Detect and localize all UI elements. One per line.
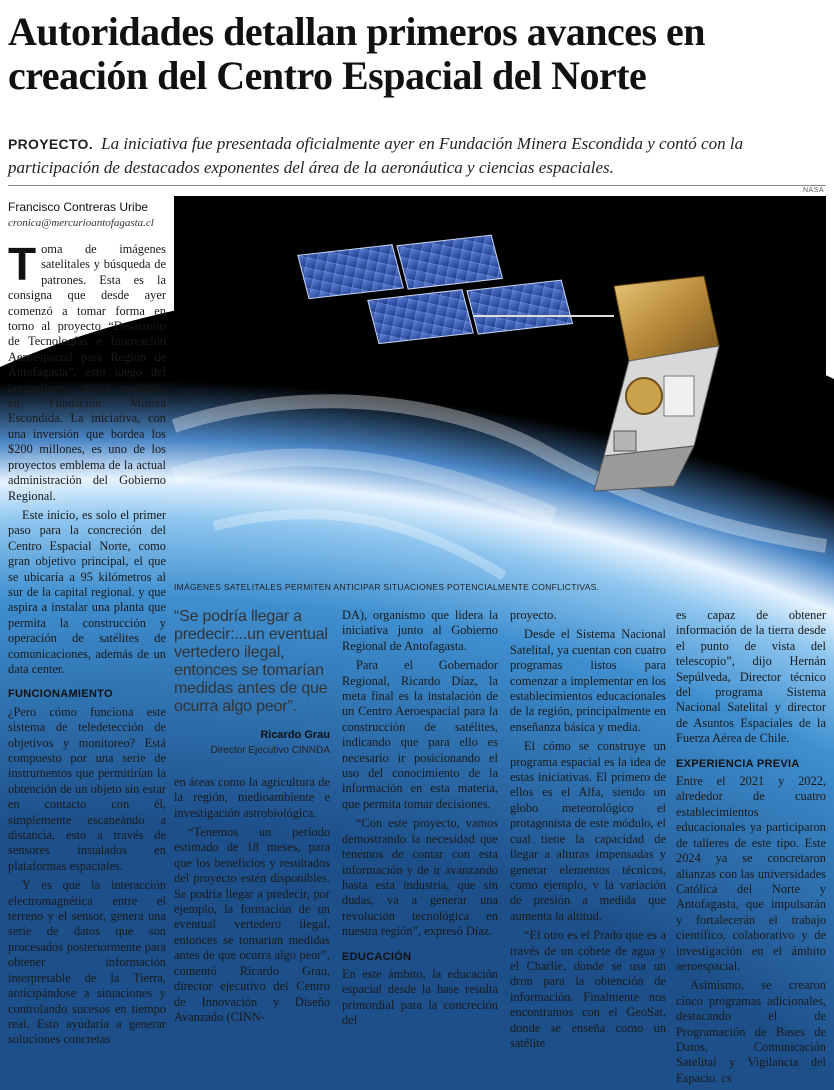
article-column-2 <box>174 608 330 1029</box>
satellite-photo <box>174 196 826 576</box>
byline-email: cronica@mercurioantofagasta.cl <box>8 217 154 229</box>
paragraph: en áreas como la agricultura de la región, medioambiente e investigación astrobiológica. <box>174 774 330 820</box>
article-column-1 <box>8 238 166 1052</box>
paragraph: Desde el Sistema Nacional Satelital, ya cuentan con cuatro programas listos para comenzar a implementar en los establecimientos educacionales de la región, principalmente en enseñanza básica y media. <box>510 627 666 734</box>
divider <box>8 185 826 186</box>
pull-quote-role: Director Ejecutivo CINNDA <box>210 745 330 757</box>
paragraph: “El otro es el Prado que es a través de un cohete de agua y el Charlie, donde se usa un dron para la obtención de información. Finalmente nos encontramos con el GeoSat, donde se enseña como un satélite <box>510 928 666 1050</box>
paragraph: proyecto. <box>510 608 557 622</box>
paragraph: Asimismo, se crearon cinco programas adicionales, destacando el de Programación de Bases de Datos, Comunicación Satelital y Vigilancia del Espacio. cs <box>676 978 826 1085</box>
paragraph: El cómo se construye un programa espacial es la idea de estas iniciativas. El primero de ellos es el Alfa, siendo un globo meteorológico el protagonista de este módulo, el cual tiene la capacidad de llegar a alturas impensadas y generar elementos técnicos, como ejemplo, v la variación de presión a medida que aumenta la altitud. <box>510 739 666 923</box>
paragraph: En este ámbito, la educación espacial desde la base resulta primordial para la concreción del <box>342 966 498 1028</box>
paragraph: “Con este proyecto, vamos demostrando la necesidad que tenemos de contar con esta información y de ir avanzando hasta esta industria, que sin dudas, va a generar una revolución tecnológica en nuestra región”, expresó Díaz. <box>342 816 498 939</box>
pull-quote-author: Ricardo Grau <box>260 729 330 741</box>
lead-text: La iniciativa fue presentada oficialmente ayer en Fundación Minera Escondida y contó con la participación de destacados exponentes del área de la aeronáutica y ciencias espaciales. <box>8 134 744 177</box>
dropcap: T <box>8 238 37 290</box>
photo-credit: NASA <box>802 187 824 194</box>
article-column-5 <box>676 608 826 1090</box>
section-heading-experiencia: EXPERIENCIA PREVIA <box>676 757 800 770</box>
paragraph: DA), organismo que lidera la iniciativa junto al Gobierno Regional de Antofagasta. <box>342 608 498 653</box>
paragraph: Y es que la interacción electromagnética entre el terreno y el sensor, genera una serie de datos que son procesados posteriormente para obtener información interpretable de la Tierra, anticipándose a situaciones y controlando sucesos en tiempo real. Esto ayudaría a generar soluciones concretas <box>8 878 166 1047</box>
paragraph: “Tenemos un período estimado de 18 meses, para que los beneficios y resultados del proyecto estén disponibles. Se podría llegar a predecir, por ejemplo, la formación de un eventual vertedero ilegal, entonces se tomarían medidas antes de que ocurra algo peor”, comentó Ricardo Grau, director ejecutivo del Centro de Innovación y Diseño Avanzado (CINN- <box>174 825 330 1024</box>
section-heading-educacion: EDUCACIÓN <box>342 950 412 963</box>
byline-author: Francisco Contreras Uribe <box>8 200 149 214</box>
article-column-4 <box>510 608 666 1055</box>
lead-paragraph <box>8 132 826 179</box>
paragraph: Entre el 2021 y 2022, alrededor de cuatro establecimientos educacionales ya participaron de talleres de este tipo. Este 2024 ya se concretaron alianzas con las universidades Católica del Norte y Antofagasta, que impulsarán y fortalecerán el trabajo científico, colaborativo y de investigación en el ámbito aeroespacial. <box>676 774 826 973</box>
paragraph: es capaz de obtener información de la tierra desde el punto de vista del telescopio”, dijo Hernán Sepúlveda, Director técnico del programa Sistema Nacional Satelital y director de Asuntos Espaciales de la Fuerza Aérea de Chile. <box>676 608 826 746</box>
article-column-3 <box>342 608 498 1033</box>
pull-quote: “Se podría llegar a predecir:...un eventual vertedero ilegal, entonces se tomarían medidas antes de que ocurra algo peor”. <box>174 608 328 715</box>
paragraph: ¿Pero cómo funciona este sistema de teledetección de objetivos y monitoreo? Está compuesto por una serie de instrumentos que permitirían la obtención de un objeto sin estar en contacto con él, simplemente escaneándo a distancia, esto a través de sensores instalados en plataformas espaciales. <box>8 704 166 873</box>
paragraph: Para el Gobernador Regional, Ricardo Díaz, la meta final es la instalación de un Centro Aeroespacial para la construcción de satélites, indicando que para ello es necesario ir posicionando el uso del conocimiento de la información en esta materia, que permita tomar decisiones. <box>342 658 498 811</box>
paragraph: Este inicio, es solo el primer paso para la concreción del Centro Espacial Norte, como gran objetivo principal, el que se ubicaría a 95 kilómetros al sur de la capital regional. y que aspira a instalar una planta que permita la construcción y operación de satélites de comunicaciones, además de un data center. <box>8 507 166 676</box>
headline: Autoridades detallan primeros avances en creación del Centro Espacial del Norte <box>8 9 706 98</box>
paragraph <box>8 238 166 504</box>
photo-caption: IMÁGENES SATELITALES PERMITEN ANTICIPAR SITUACIONES POTENCIALMENTE CONFLICTIVAS. <box>174 582 600 592</box>
section-heading-funcionamiento: FUNCIONAMIENTO <box>8 688 113 701</box>
paragraph-text: oma de imágenes satelitales y búsqueda de patrones. Esta es la consigna que desde ayer comenzó a tomar forma en torno al proyecto “Desarrollo de Tecnologías e Innovación Aeroespacial para Región de Antofagasta”, esto luego del lanzamiento oficial realizado en Fundación Minera Escondida. La iniciativa, con una inversión que bordea los $200 millones, es uno de los proyectos emblema de la actual administración del Gobierno Regional. <box>8 242 166 503</box>
byline <box>8 199 170 231</box>
lead-kicker: PROYECTO. <box>8 136 93 152</box>
